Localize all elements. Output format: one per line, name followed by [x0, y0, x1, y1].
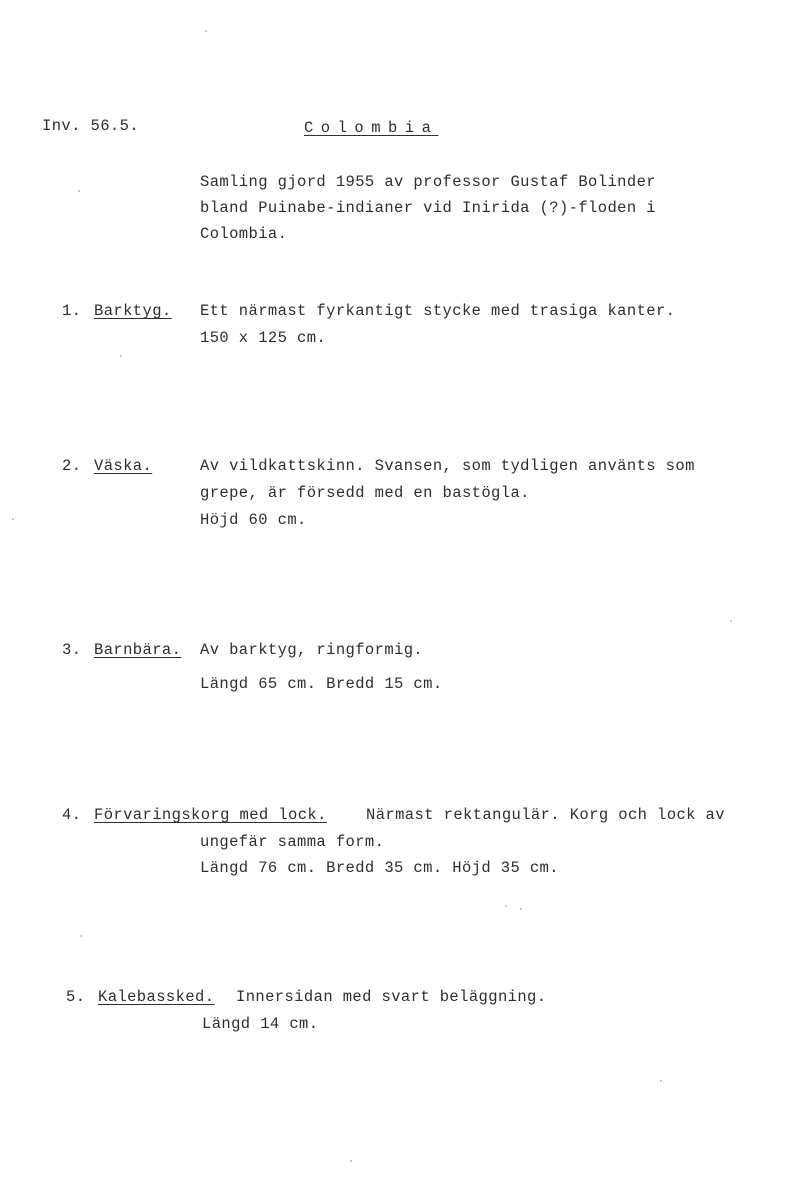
item-dimensions: Längd 14 cm. [202, 1015, 319, 1033]
item-name: Kalebassked. [98, 988, 215, 1006]
item-name: Förvaringskorg med lock. [94, 806, 327, 824]
item-dimensions: Längd 76 cm. Bredd 35 cm. Höjd 35 cm. [200, 859, 559, 877]
scan-speck [505, 905, 507, 907]
scan-speck [520, 908, 522, 910]
item-description: ungefär samma form. [200, 833, 385, 851]
item-dimensions: 150 x 125 cm. [200, 329, 327, 347]
country-title: Colombia [304, 119, 439, 137]
scan-speck [12, 518, 14, 520]
item-dimensions: Längd 65 cm. Bredd 15 cm. [200, 675, 443, 693]
item-name: Barnbära. [94, 641, 182, 659]
item-description: Av barktyg, ringformig. [200, 641, 424, 659]
item-number: 1. [62, 302, 82, 320]
item-number: 4. [62, 806, 82, 824]
item-number: 5. [66, 988, 86, 1006]
intro-line: bland Puinabe-indianer vid Inirida (?)-floden i [200, 199, 656, 217]
item-name: Väska. [94, 457, 153, 475]
item-dimensions: Höjd 60 cm. [200, 511, 307, 529]
scan-speck [350, 1160, 352, 1162]
scan-speck [120, 355, 122, 357]
item-description: Närmast rektangulär. Korg och lock av [366, 806, 725, 824]
item-name: Barktyg. [94, 302, 172, 320]
intro-line: Samling gjord 1955 av professor Gustaf Bolinder [200, 173, 656, 191]
item-description: Innersidan med svart beläggning. [236, 988, 547, 1006]
item-description: grepe, är försedd med en bastögla. [200, 484, 530, 502]
item-number: 3. [62, 641, 82, 659]
item-description: Ett närmast fyrkantigt stycke med trasiga kanter. [200, 302, 676, 320]
scan-speck [78, 190, 80, 192]
item-description: Av vildkattskinn. Svansen, som tydligen använts som [200, 457, 695, 475]
item-number: 2. [62, 457, 82, 475]
scan-speck [205, 30, 207, 32]
scan-speck [660, 1080, 662, 1082]
scan-speck [730, 620, 732, 622]
scan-speck [80, 935, 82, 937]
intro-line: Colombia. [200, 225, 288, 243]
inventory-number: Inv. 56.5. [42, 117, 140, 135]
